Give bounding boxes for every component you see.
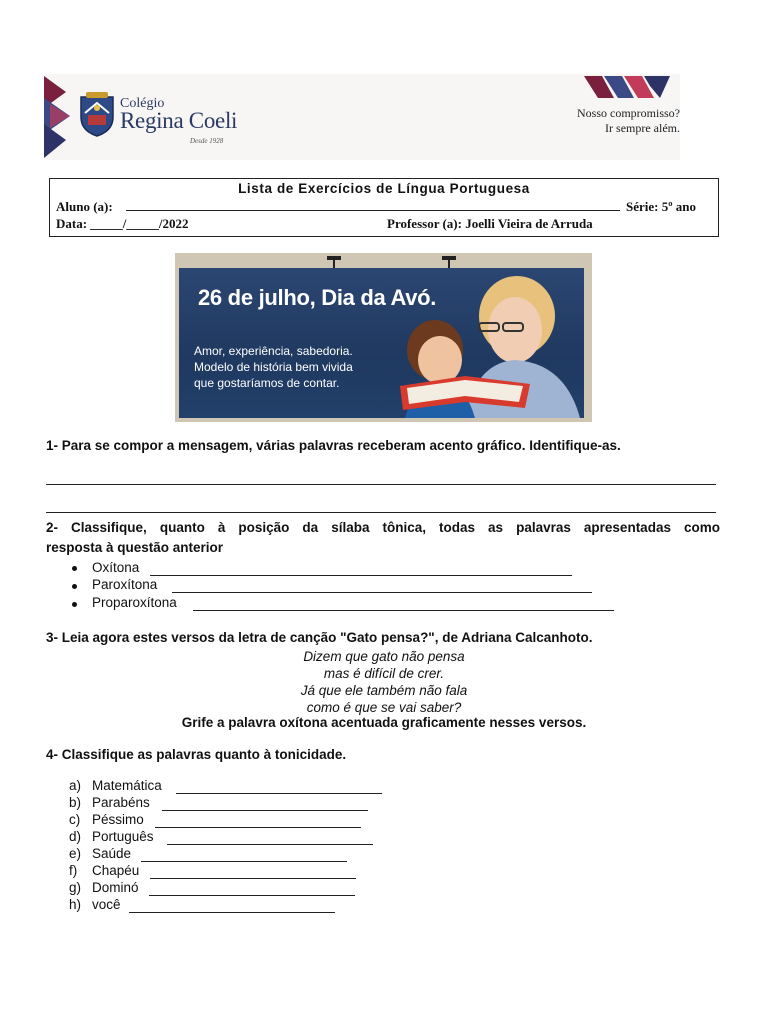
question-4: 4- Classifique as palavras quanto à tonicidade. [46,747,347,762]
bullet-icon [72,602,77,607]
brand-stripes-icon [584,76,672,102]
q4-letter: e) [69,846,82,861]
banner-message [194,343,404,391]
q4-letter: g) [69,880,82,895]
q4-answer-blank[interactable] [176,793,382,794]
school-since: Desde 1928 [190,137,224,145]
student-name-label: Aluno (a): [56,199,113,214]
school-crest-icon [78,91,116,137]
banner-line-1: Amor, experiência, sabedoria. [194,344,353,358]
q4-letter: d) [69,829,82,844]
verse-line-3: Já que ele também não fala [300,683,468,698]
proparoxitona-blank[interactable] [193,610,614,611]
banner-line-3: que gostaríamos de contar. [194,376,340,390]
question-2-line-1: 2- Classifique, quanto à posição da sílaba tônica, todas as palavras apresentadas como [46,520,720,535]
banner-hooks-icon [175,253,592,269]
banner-headline: 26 de julho, Dia da Avó. [198,285,437,310]
q4-word: Saúde [92,846,132,861]
q4-word: Dominó [92,880,139,895]
answer-line-1[interactable] [46,484,716,485]
bullet-icon [72,584,77,589]
question-3: 3- Leia agora estes versos da letra de canção "Gato pensa?", de Adriana Calcanhoto. [46,630,593,645]
paroxitona-blank[interactable] [172,592,592,593]
question-2-line-2: resposta à questão anterior [46,540,224,555]
motto-line-1: Nosso compromisso? [577,106,680,120]
verse-line-2: mas é difícil de crer. [323,666,445,681]
q4-word: Português [92,829,154,844]
q4-word: Parabéns [92,795,150,810]
q4-word: Matemática [92,778,162,793]
answer-line-2[interactable] [46,512,716,513]
q4-word: você [92,897,121,912]
q4-answer-blank[interactable] [129,912,335,913]
proparoxitona-label: Proparoxítona [92,595,177,610]
brand-chevrons-icon [44,76,74,158]
q4-answer-blank[interactable] [141,861,347,862]
q4-answer-blank[interactable] [167,844,373,845]
verse-line-1: Dizem que gato não pensa [303,649,465,664]
oxitona-blank[interactable] [150,575,572,576]
grade-label: Série: 5º ano [626,199,697,214]
q4-answer-blank[interactable] [155,827,361,828]
student-name-blank[interactable] [126,210,620,211]
oxitona-label: Oxítona [92,560,140,575]
q4-letter: h) [69,897,82,912]
date-field[interactable]: Data: _____/_____/2022 [56,216,189,231]
bullet-icon [72,566,77,571]
q4-answer-blank[interactable] [162,810,368,811]
q4-word: Péssimo [92,812,144,827]
question-3-instruction: Grife a palavra oxítona acentuada graficamente nesses versos. [181,715,587,730]
q4-letter: c) [69,812,81,827]
paroxitona-label: Paroxítona [92,577,158,592]
worksheet-title: Lista de Exercícios de Língua Portuguesa [238,181,530,196]
school-name: Regina Coeli [120,108,238,133]
question-1: 1- Para se compor a mensagem, várias palavras receberam acento gráfico. Identifique-as. [46,438,621,453]
motto-line-2: Ir sempre além. [605,121,680,135]
school-label-small: Colégio [120,96,165,111]
q4-word: Chapéu [92,863,140,878]
q4-answer-blank[interactable] [150,878,356,879]
q4-answer-blank[interactable] [149,895,355,896]
q4-letter: b) [69,795,82,810]
verse-line-4: como é que se vai saber? [306,700,462,715]
q4-letter: f) [69,863,78,878]
q4-letter: a) [69,778,82,793]
school-motto [560,106,680,136]
banner-line-2: Modelo de história bem vivida [194,360,353,374]
teacher-name: Professor (a): Joelli Vieira de Arruda [387,216,593,231]
